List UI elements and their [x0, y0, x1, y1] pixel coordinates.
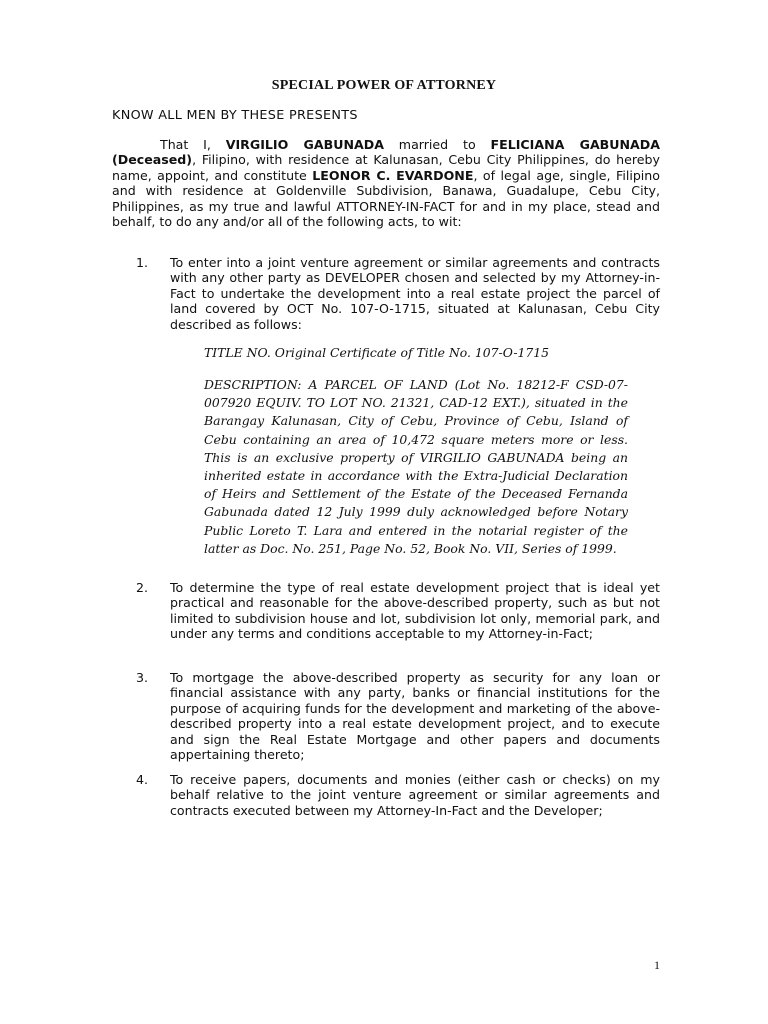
list-item — [112, 772, 660, 818]
page-number: 1 — [654, 958, 660, 972]
intro-text-2: married to — [383, 137, 491, 152]
document-title: SPECIAL POWER OF ATTORNEY — [271, 78, 497, 93]
attorney-name: LEONOR C. EVARDONE — [312, 167, 474, 183]
know-all-heading: KNOW ALL MEN BY THESE PRESENTS — [112, 108, 358, 123]
spouse-name: FELICIANA GABUNADA (Deceased) — [112, 137, 660, 168]
intro-text-1: That I, — [160, 137, 226, 152]
principal-name: VIRGILIO GABUNADA — [225, 137, 384, 152]
item-number: 3. — [136, 670, 149, 685]
title-number: TITLE NO. Original Certificate of Title No. 107-O-1715 — [204, 345, 550, 360]
list-item — [112, 580, 660, 642]
item-text: To determine the type of real estate development project that is ideal yet practical and reasonable for the above-described property, such as but not limited to subdivision house and lot, subdivision lot only, memorial park, and under any terms and conditions acceptable to my Attorney-in-Fact; — [170, 580, 660, 642]
intro-paragraph — [112, 137, 660, 229]
list-item — [112, 255, 660, 332]
item-text: To enter into a joint venture agreement or similar agreements and contracts with any other party as DEVELOPER chosen and selected by my Attorney-in-Fact to undertake the development into a real estate project the parcel of land covered by OCT No. 107-O-1715, situated at Kalunasan, Cebu City described as follows: — [170, 255, 660, 332]
intro-text-3: , Filipino, with residence at Kalunasan, Cebu City Philippines, do hereby name, appoint, and constitute — [112, 152, 660, 183]
list-item — [112, 670, 660, 762]
property-description: DESCRIPTION: A PARCEL OF LAND (Lot No. 18212-F CSD-07-007920 EQUIV. TO LOT NO. 21321, CAD-12 EXT.), situated in the Barangay Kalunasan, City of Cebu, Province of Cebu, Island of Cebu containing an area of 10,472 square meters more or less. This is an exclusive property of VIRGILIO GABUNADA being an inherited estate in accordance with the Extra-Judicial Declaration of Heirs and Settlement of the Estate of the Deceased Fernanda Gabunada dated 12 July 1999 duly acknowledged before Notary Public Loreto T. Lara and entered in the notarial register of the latter as Doc. No. 251, Page No. 52, Book No. VII, Series of 1999. — [204, 377, 628, 556]
item-text: To receive papers, documents and monies (either cash or checks) on my behalf relative to the joint venture agreement or similar agreements and contracts executed between my Attorney-In-Fact and the Developer; — [170, 772, 660, 818]
item-text: To mortgage the above-described property as security for any loan or financial assistance with any party, banks or financial institutions for the purpose of acquiring funds for the development and marketing of the above-described property into a real estate development project, and to execute and sign the Real Estate Mortgage and other papers and documents appertaining thereto; — [170, 670, 660, 763]
item-number: 4. — [136, 772, 149, 787]
item-number: 2. — [136, 580, 149, 595]
intro-text-4: , of legal age, single, Filipino and with residence at Goldenville Subdivision, Banawa, Guadalupe, Cebu City, Philippines, as my true and lawful ATTORNEY-IN-FACT for and in my place, stead and behalf, to do any and/or all of the following acts, to wit: — [112, 167, 660, 230]
item-number: 1. — [136, 255, 149, 270]
